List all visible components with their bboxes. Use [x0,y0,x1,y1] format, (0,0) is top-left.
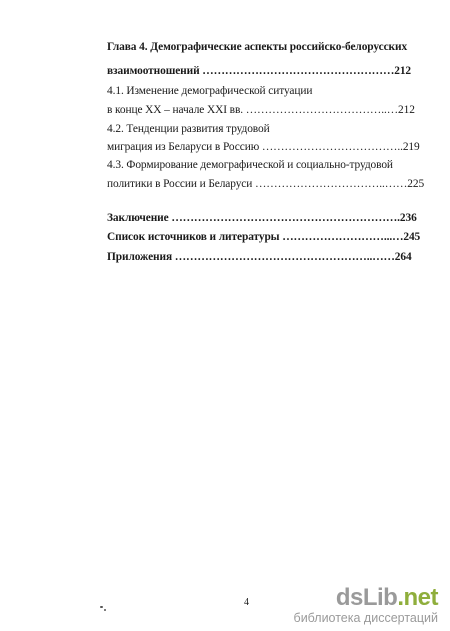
scan-speck [104,609,106,611]
watermark [294,586,438,625]
toc-conclusion: Заключение …………………………………………………….236 [107,212,417,224]
watermark-subtitle: библиотека диссертаций [293,611,438,625]
scan-speck [100,606,103,608]
page-number: 4 [244,597,249,608]
watermark-logo [294,586,438,610]
toc-appendices: Приложения ……………………………………………..……264 [107,251,412,263]
toc-bibliography: Список источников и литературы ………………………...…245 [107,231,421,243]
watermark-logo-accent: .net [397,584,438,611]
toc-section-4-3-line-1: 4.3. Формирование демографической и социально-трудовой [107,159,393,171]
toc-section-4-3-line-2: политики в России и Беларуси ……………………………..……225 [107,178,425,190]
toc-section-4-1-line-1: 4.1. Изменение демографической ситуации [107,85,313,97]
toc-chapter-4-title-line-2: взаимоотношений ……………………………………………212 [107,65,412,77]
watermark-logo-main: dsLib [335,584,398,611]
toc-section-4-2-line-1: 4.2. Тенденции развития трудовой [107,123,270,135]
toc-chapter-4-title-line-1: Глава 4. Демографические аспекты российско-белорусских [107,41,408,53]
toc-section-4-1-line-2: в конце XX – начале XXI вв. ………………………………..…212 [107,104,415,116]
toc-section-4-2-line-2: миграция из Беларуси в Россию ………………………………..219 [107,141,420,153]
